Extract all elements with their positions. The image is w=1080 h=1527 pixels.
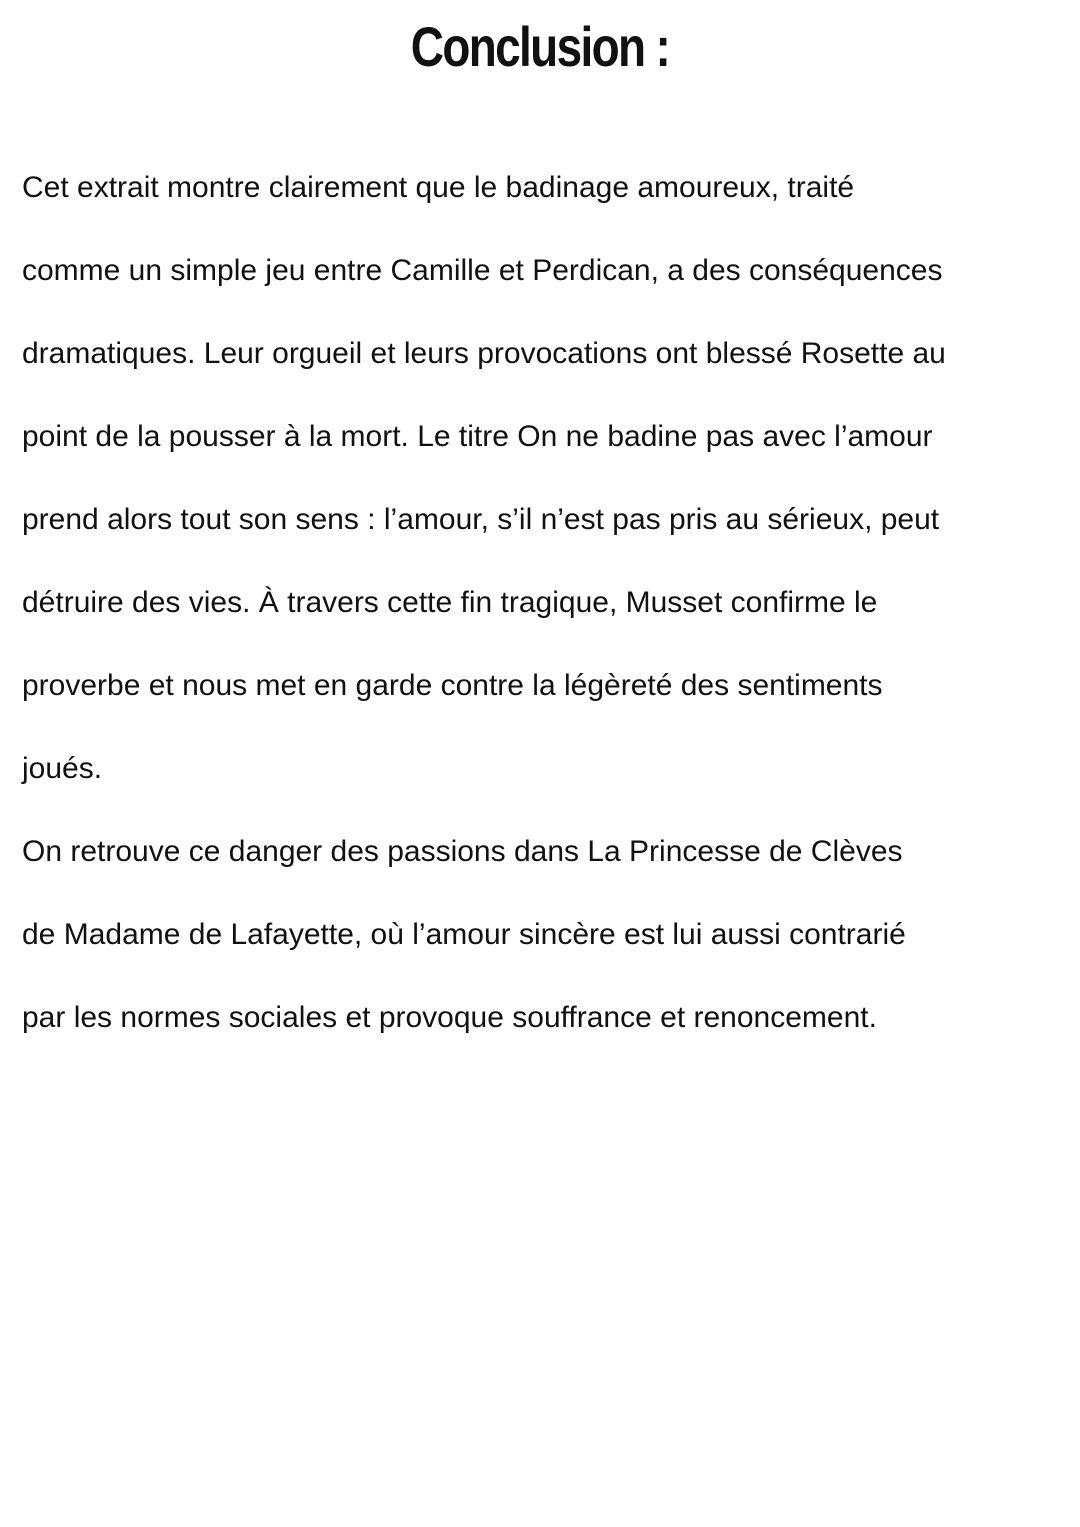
paragraph-line-8: joués. xyxy=(22,752,103,785)
page-title: Conclusion : xyxy=(410,15,670,78)
paragraph-line-4: point de la pousser à la mort. Le titre On ne badine pas avec l’amour xyxy=(22,420,933,453)
paragraph-line-11: par les normes sociales et provoque souffrance et renoncement. xyxy=(22,1001,877,1034)
paragraph-line-7: proverbe et nous met en garde contre la légèreté des sentiments xyxy=(22,669,883,702)
paragraph-line-1: Cet extrait montre clairement que le badinage amoureux, traité xyxy=(22,171,855,204)
paragraph-line-3: dramatiques. Leur orgueil et leurs provocations ont blessé Rosette au xyxy=(22,337,946,370)
paragraph-line-2: comme un simple jeu entre Camille et Perdican, a des conséquences xyxy=(22,254,943,287)
paragraph-line-5: prend alors tout son sens : l’amour, s’il n’est pas pris au sérieux, peut xyxy=(22,503,940,536)
paragraph-line-6: détruire des vies. À travers cette fin tragique, Musset confirme le xyxy=(22,586,878,619)
paragraph-line-9: On retrouve ce danger des passions dans La Princesse de Clèves xyxy=(22,835,903,868)
paragraph-line-10: de Madame de Lafayette, où l’amour sincère est lui aussi contrarié xyxy=(22,918,906,951)
